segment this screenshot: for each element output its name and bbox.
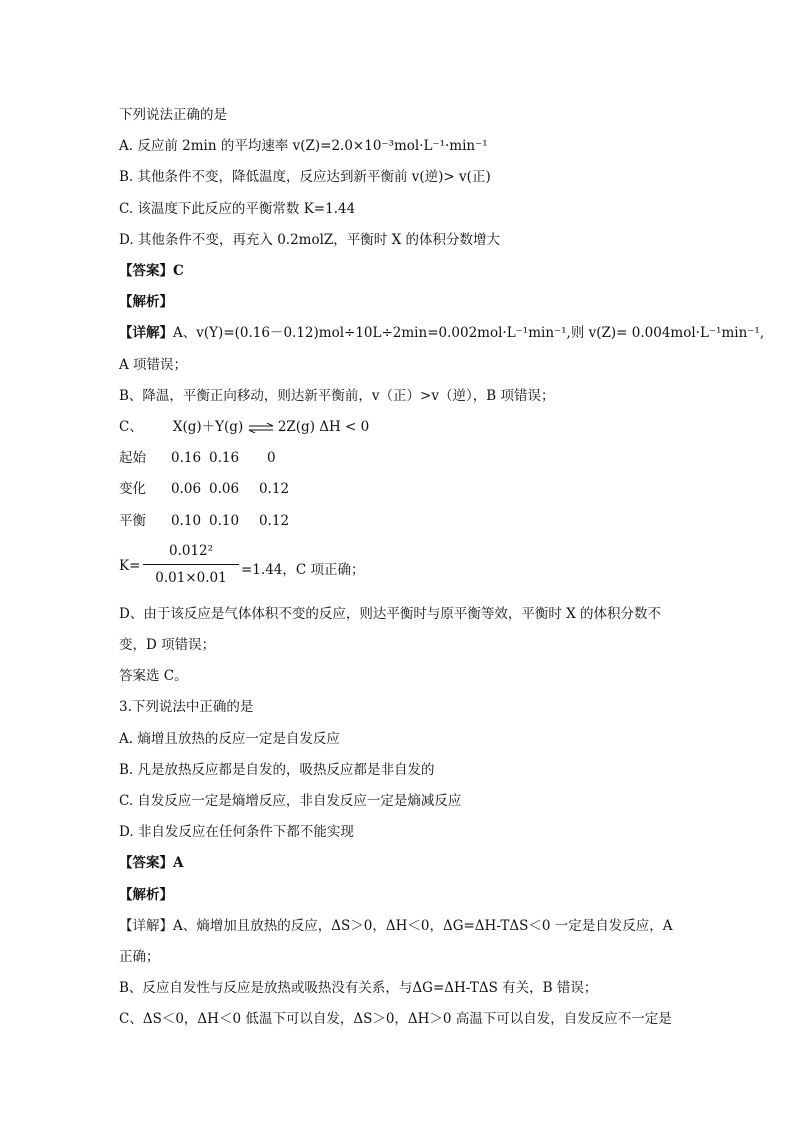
q3-option-d: D. 非自发反应在任何条件下都不能实现: [119, 824, 354, 841]
table-row: [119, 443, 679, 474]
q2-detail-a: [119, 318, 765, 349]
row-label: 变化: [119, 481, 146, 498]
cell-z: 0.12: [259, 512, 290, 529]
q2-option-b: B. 其他条件不变，降低温度，反应达到新平衡前 v(逆)> v(正): [119, 169, 491, 186]
fraction-bar: [143, 564, 239, 565]
k-numerator: 0.012²: [168, 542, 214, 559]
q2-detail-d2: 变，D 项错误；: [119, 637, 216, 654]
reaction-right: 2Z(g) ΔH < 0: [277, 419, 370, 436]
k-equation: [119, 537, 679, 599]
q2-conclusion: 答案选 C。: [119, 668, 188, 685]
q3-option-b: B. 凡是放热反应都是自发的，吸热反应都是非自发的: [119, 761, 435, 778]
document-page: [119, 100, 765, 1036]
q3-detail-a2: 正确；: [119, 949, 160, 966]
q2-reaction-equation: [119, 412, 679, 443]
equilibrium-arrow-icon: [248, 423, 274, 433]
q2-option-a: A. 反应前 2min 的平均速率 v(Z)=2.0×10⁻³mol·L⁻¹·min⁻¹: [119, 138, 488, 155]
q2-answer: 【答案】C: [119, 263, 184, 280]
q2-analysis-label: 【解析】: [119, 294, 173, 311]
table-row: [119, 474, 679, 505]
q2-option-c: C. 该温度下此反应的平衡常数 K=1.44: [119, 200, 356, 217]
q3-detail-c: C、ΔS＜0，ΔH＜0 低温下可以自发，ΔS＞0，ΔH＞0 高温下可以自发，自发反应不一定是: [119, 1011, 672, 1028]
q2-detail-a2: A 项错误；: [119, 356, 188, 373]
q2-option-d: D. 其他条件不变，再充入 0.2molZ，平衡时 X 的体积分数增大: [119, 231, 501, 248]
row-label: 平衡: [119, 512, 146, 529]
cell-y: 0.16: [209, 450, 240, 467]
q2-detail-c-prefix: C、: [119, 419, 143, 436]
k-denominator: 0.01×0.01: [155, 569, 227, 586]
k-fraction: [143, 541, 239, 588]
cell-x: 0.06: [171, 481, 202, 498]
row-label: 起始: [119, 450, 146, 467]
q2-detail-label: 【详解】: [119, 325, 173, 342]
cell-x: 0.16: [171, 450, 202, 467]
q2-detail-b: B、降温，平衡正向移动，则达新平衡前，v（正）>v（逆），B 项错误；: [119, 387, 555, 404]
q3-analysis-label: 【解析】: [119, 886, 173, 903]
cell-y: 0.06: [209, 481, 240, 498]
q3-option-c: C. 自发反应一定是熵增反应，非自发反应一定是熵减反应: [119, 793, 462, 810]
reaction-left: X(g)＋Y(g): [172, 419, 244, 436]
cell-x: 0.10: [171, 512, 202, 529]
q3-detail-b: B、反应自发性与反应是放热或吸热没有关系，与ΔG=ΔH-TΔS 有关，B 错误；: [119, 980, 598, 997]
table-row: [119, 506, 679, 537]
cell-y: 0.10: [209, 512, 240, 529]
k-rhs: =1.44，C 项正确；: [241, 561, 365, 578]
q3-answer: 【答案】A: [119, 855, 184, 872]
cell-z: 0.12: [259, 481, 290, 498]
q2-detail-d1: D、由于该反应是气体体积不变的反应，则达平衡时与原平衡等效，平衡时 X 的体积分数不: [119, 605, 662, 622]
cell-z: 0: [267, 450, 276, 467]
q3-stem: 3.下列说法中正确的是: [119, 699, 254, 716]
q3-detail-a1: 【详解】A、熵增加且放热的反应，ΔS＞0，ΔH＜0，ΔG=ΔH-TΔS＜0 一定是自发反应，A: [119, 917, 673, 934]
q2-detail-a-text: A、v(Y)=(0.16－0.12)mol÷10L÷2min=0.002mol·L⁻¹min⁻¹,则 v(Z)= 0.004mol·L⁻¹min⁻¹,: [173, 325, 765, 342]
q2-stem: 下列说法正确的是: [119, 107, 227, 123]
k-lhs: K=: [119, 557, 141, 574]
q3-option-a: A. 熵增且放热的反应一定是自发反应: [119, 730, 340, 747]
